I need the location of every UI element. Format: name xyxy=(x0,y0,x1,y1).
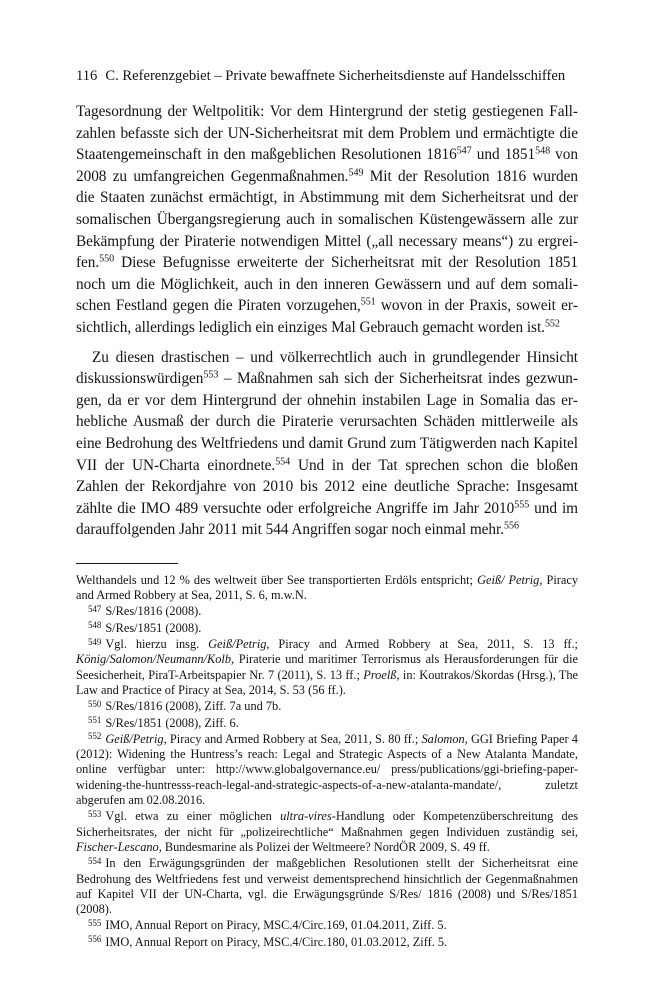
author-name: Geiß/Petrig, xyxy=(208,637,270,652)
footnote-ref-547[interactable]: 547 xyxy=(456,145,472,157)
p1-text-1: Tagesordnung der Weltpolitik: Vor dem Hintergrund der stetig gestiegenen Fallzahlen befasste sich der UN-Sicherheitsrat mit dem Problem und ermächtigte die Staatengemeinschaft in den maßgeblichen Resolutionen 1816 xyxy=(76,103,578,164)
footnote-ref-548[interactable]: 548 xyxy=(535,145,551,157)
author-name: Salomon, xyxy=(421,731,468,746)
footnote-number: 554 xyxy=(88,855,102,866)
footnote-text: IMO, Annual Report on Piracy, MSC.4/Circ.180, 01.03.2012, Ziff. 5. xyxy=(105,934,448,949)
body-paragraph-2 xyxy=(76,347,578,541)
running-title: C. Referenzgebiet – Private bewaffnete Sicherheitsdienste auf Handelsschiffen xyxy=(105,68,566,84)
footnote-number: 549 xyxy=(88,636,102,647)
footnote-ref-550[interactable]: 550 xyxy=(99,253,115,265)
footnote-text: -Handlung oder Kompetenzüberschreitung des Sicherheitsrates, der nicht für „polizeirechtliche“ Maßnahmen gegen Individuen zuständig sei, xyxy=(76,809,578,839)
p1-text-6: wovon in der Praxis, soweit ersichtlich, allerdings lediglich ein einziges Mal Gebrauch gemacht worden ist. xyxy=(76,297,578,336)
p1-text-2: und 1851 xyxy=(471,146,536,164)
footnote-text: S/Res/1816 (2008), Ziff. 7a und 7b. xyxy=(105,699,282,714)
footnote-ref-551[interactable]: 551 xyxy=(360,296,376,308)
running-head xyxy=(76,66,578,86)
footnote-text: Bundesmarine als Polizei der Weltmeere? NordÖR 2009, S. 49 ff. xyxy=(161,839,490,854)
footnote-551 xyxy=(76,716,578,731)
footnote-text: Welthandels und 12 % des weltweit über See transportierten Erdöls entspricht; xyxy=(76,572,478,587)
p2-text-3: Und in der Tat sprechen schon die bloßen Zahlen der Rekordjahre von 2010 bis 2012 eine deutliche Sprache: Insgesamt zählte die IMO 489 versuchte oder erfolgreiche Angriffe im Jahr 2010 xyxy=(76,456,578,517)
footnote-number: 556 xyxy=(88,934,102,945)
book-page xyxy=(76,66,578,951)
footnotes xyxy=(76,573,578,950)
footnote-ref-555[interactable]: 555 xyxy=(514,499,530,511)
footnote-554 xyxy=(76,856,578,917)
p1-text-5: Diese Befugnisse erweiterte der Sicherheitsrat mit der Resolution 1851 noch um die Möglichkeit, auch in den inneren Gewässern und auf dem somalischen Festland gegen die Piraten vorzugehen, xyxy=(76,254,578,315)
p1-text-4: Mit der Resolution 1816 wurden die Staaten zunächst ermächtigt, in Abstimmung mit dem Sicherheitsrat und der somalischen Übergangsregierung auch in somalischen Küstengewässern alle zur Bekämpfung der Piraterie notwendigen Mittel („all necessary means“) zu ergreifen. xyxy=(76,167,578,272)
footnote-552 xyxy=(76,732,578,808)
page-number: 116 xyxy=(76,68,98,84)
footnote-text: S/Res/1851 (2008). xyxy=(105,620,202,635)
footnote-text: Piracy and Armed Robbery at Sea, 2011, S. 80 ff.; xyxy=(166,731,422,746)
footnote-text: IMO, Annual Report on Piracy, MSC.4/Circ.169, 01.04.2011, Ziff. 5. xyxy=(105,918,447,933)
footnote-text: Piraterie und maritimer Terrorismus als Herausforderungen für die Seesicherheit, PiraT-Arbeitspapier Nr. 7 (2011), S. 13 ff.; xyxy=(76,652,578,682)
footnote-text: Piracy and Armed Robbery at Sea, 2011, S. 6, m.w.N. xyxy=(76,572,579,603)
footnote-ref-556[interactable]: 556 xyxy=(503,520,519,532)
footnote-550 xyxy=(76,699,578,714)
p2-text-2: – Maßnahmen sah sich der Sicherheitsrat indes gezwungen, da er vor dem Hintergrund der ohnehin instabilen Lage in Somalia das erhebliche Ausmaß der durch die Piraterie verursachten Schäden mittlerweile als eine Bedrohung des Weltfriedens und damit Grund zum Tätigwerden nach Kapitel VII der UN-Charta einordnete. xyxy=(76,370,578,474)
latin-term: ultra-vires xyxy=(280,809,332,824)
footnote-553 xyxy=(76,809,578,855)
footnote-547 xyxy=(76,604,578,619)
p2-text-4: und im darauffolgenden Jahr 2011 mit 544 Angriffen sogar noch einmal mehr. xyxy=(76,499,578,539)
body-paragraph-1 xyxy=(76,101,578,339)
footnote-number: 547 xyxy=(88,604,102,615)
footnote-number: 550 xyxy=(88,698,102,709)
author-name: Fischer-Lescano, xyxy=(76,839,162,854)
footnote-ref-553[interactable]: 553 xyxy=(203,369,219,381)
footnote-548 xyxy=(76,621,578,636)
author-name: Geiß/ Petrig, xyxy=(477,572,543,587)
footnote-number: 551 xyxy=(88,715,102,726)
footnote-text: in: Koutrakos/Skordas (Hrsg.), The Law and Practice of Piracy at Sea, 2014, S. 53 (56 ff.). xyxy=(76,667,578,697)
p1-text-3: von 2008 zu umfangreichen Gegenmaßnahmen. xyxy=(76,146,578,185)
footnote-text: S/Res/1816 (2008). xyxy=(105,604,202,619)
footnote-text: S/Res/1851 (2008), Ziff. 6. xyxy=(105,715,239,730)
footnote-number: 555 xyxy=(88,918,102,929)
author-name: Geiß/Petrig, xyxy=(105,731,167,746)
footnote-number: 548 xyxy=(88,620,102,631)
footnote-ref-549[interactable]: 549 xyxy=(348,167,364,179)
footnote-text: GGI Briefing Paper 4 (2012): Widening the Huntress’s reach: Legal and Strategic Aspects of a New Atalanta Mandate, online verfügbar unter: http://www.globalgovernance.eu/ press/publications/ggi-briefing-paper-widening-the-huntresss-reach-legal-and-strategic-aspects-of-a-new-atalanta-mandate/, zuletzt abgerufen am 02.08.2016. xyxy=(76,731,578,808)
p2-text-1: Zu diesen drastischen – und völkerrechtlich auch in grundlegender Hinsicht diskussionswürdigen xyxy=(76,348,578,388)
footnote-number: 553 xyxy=(88,808,102,819)
footnote-number: 552 xyxy=(88,731,102,742)
footnote-549 xyxy=(76,637,578,698)
footnote-text: Vgl. hierzu insg. xyxy=(105,637,209,652)
footnote-separator xyxy=(76,563,178,564)
footnote-text: In den Erwägungsgründen der maßgeblichen Resolutionen stellt der Sicherheitsrat eine Bedrohung des Weltfriedens fest und verweist dementsprechend hinsichtlich der Gegenmaßnahmen auf Kapitel VII der UN-Charta, vgl. die Erwägungsgründe S/Res/ 1816 (2008) und S/Res/1851 (2008). xyxy=(76,856,578,917)
author-name: Proelß, xyxy=(363,667,400,682)
footnote-text: Vgl. etwa zu einer möglichen xyxy=(105,809,281,824)
footnote-text: Piracy and Armed Robbery at Sea, 2011, S. 13 ff.; xyxy=(269,637,578,652)
footnote-ref-554[interactable]: 554 xyxy=(275,455,291,467)
footnote-556 xyxy=(76,935,578,950)
author-name: König/Salomon/Neumann/Kolb, xyxy=(76,652,235,667)
footnote-continuation xyxy=(76,573,578,604)
footnote-555 xyxy=(76,918,578,933)
footnote-ref-552[interactable]: 552 xyxy=(544,318,560,330)
